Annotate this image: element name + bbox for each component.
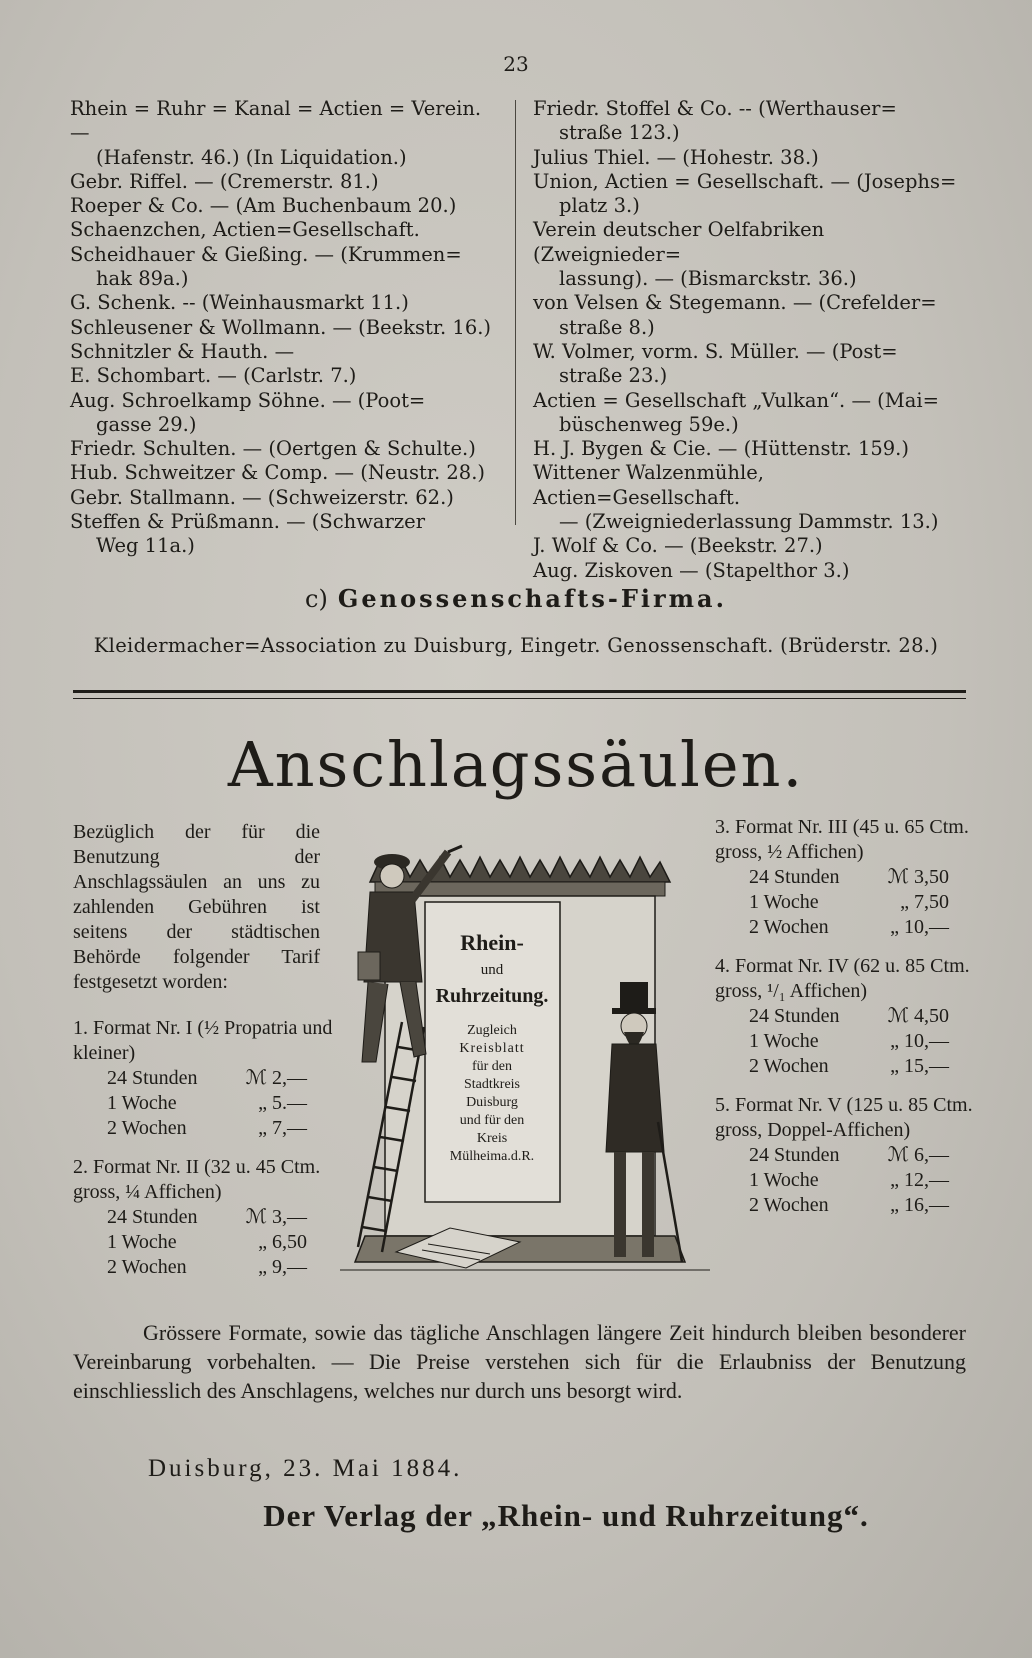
price-duration: 1 Woche	[107, 1231, 177, 1253]
company-entry-continuation: Weg 11a.)	[96, 534, 195, 558]
section-label: c)	[305, 585, 328, 613]
format-title: 4. Format Nr. IV (62 u. 85 Ctm. gross, ¹/₁ Affichen)	[715, 955, 970, 1002]
company-entry-continuation: lassung). — (Bismarckstr. 36.)	[559, 267, 857, 291]
poster-line: Mülheima.d.R.	[449, 1149, 535, 1164]
price-row	[73, 1205, 335, 1230]
format-block	[73, 1155, 335, 1280]
ad-footer-text	[73, 1318, 966, 1405]
poster-line: Zugleich	[467, 1023, 517, 1038]
poster-line: Duisburg	[466, 1095, 518, 1110]
price-amount: ℳ 4,50	[887, 1005, 949, 1027]
price-amount: „ 16,—	[890, 1194, 949, 1216]
price-amount: „ 5.—	[258, 1092, 307, 1114]
company-entry	[533, 340, 973, 389]
ad-intro: Bezüglich der für die Benutzung der Anschlagssäulen an uns zu zahlenden Gebühren ist seitens der städtischen Behörde folgender Tarif festgesetzt worden:	[73, 821, 320, 993]
price-duration: 2 Wochen	[749, 1194, 829, 1216]
company-entry-continuation: büschenweg 59e.)	[559, 412, 739, 436]
price-row	[73, 1230, 335, 1255]
divider-rule	[73, 690, 966, 693]
section-heading	[0, 584, 1032, 613]
format-block	[715, 1093, 975, 1218]
section-title: Genossenschafts-Firma.	[337, 584, 727, 613]
poster-line: Rhein-	[460, 930, 524, 955]
company-entry-line: Julius Thiel. — (Hohestr. 38.)	[533, 145, 819, 169]
company-entry-line: Friedr. Stoffel & Co. -- (Werthauser=	[533, 97, 897, 120]
company-entry-line: G. Schenk. -- (Weinhausmarkt 11.)	[70, 291, 409, 315]
company-entry-line: Schaenzchen, Actien=Gesellschaft.	[70, 218, 420, 242]
company-entry-continuation: straße 123.)	[559, 121, 680, 145]
price-row	[715, 865, 975, 890]
price-duration: 2 Wochen	[107, 1117, 187, 1139]
price-amount: „ 10,—	[890, 1030, 949, 1052]
advertising-pillar-illustration	[330, 822, 710, 1292]
company-entry-line: Hub. Schweitzer & Comp. — (Neustr. 28.)	[70, 461, 486, 485]
price-amount: „ 12,—	[890, 1169, 949, 1191]
company-entry-line: H. J. Bygen & Cie. — (Hüttenstr. 159.)	[533, 437, 909, 461]
company-entry	[533, 534, 973, 558]
price-duration: 24 Stunden	[107, 1067, 198, 1089]
pillar-crown	[370, 857, 670, 882]
company-entry	[70, 218, 505, 242]
company-entry-line: E. Schombart. — (Carlstr. 7.)	[70, 364, 357, 388]
company-entry-continuation: — (Zweigniederlassung Dammstr. 13.)	[559, 510, 939, 534]
price-duration: 2 Wochen	[749, 1055, 829, 1077]
company-entry-line: Verein deutscher Oelfabriken (Zweignieder=	[533, 218, 825, 266]
company-entry-line: Aug. Ziskoven — (Stapelthor 3.)	[533, 558, 850, 582]
company-entry-continuation: straße 8.)	[559, 315, 655, 339]
company-entry-continuation: gasse 29.)	[96, 412, 197, 436]
price-duration: 2 Wochen	[107, 1256, 187, 1278]
company-entry-line: von Velsen & Stegemann. — (Crefelder=	[533, 291, 937, 315]
company-entry-continuation: hak 89a.)	[96, 267, 189, 291]
company-entry-line: Scheidhauer & Gießing. — (Krummen=	[70, 242, 462, 266]
price-amount: ℳ 3,—	[245, 1206, 307, 1228]
price-amount: ℳ 6,—	[887, 1144, 949, 1166]
divider-rule-thin	[73, 698, 966, 699]
price-row	[73, 1066, 335, 1091]
company-entry	[70, 340, 505, 364]
format-block	[715, 815, 975, 940]
company-entry	[533, 437, 973, 461]
company-entry-line: Rhein = Ruhr = Kanal = Actien = Verein. —	[70, 97, 482, 145]
company-entry	[70, 291, 505, 315]
company-entry-line: Friedr. Schulten. — (Oertgen & Schulte.)	[70, 437, 476, 461]
poster-line: und	[480, 962, 504, 978]
company-entry	[70, 437, 505, 461]
formats-left	[73, 1016, 335, 1294]
company-entry	[70, 243, 505, 292]
company-entry	[70, 461, 505, 485]
price-amount: „ 7,50	[900, 891, 949, 913]
company-entry-line: Schleusener & Wollmann. — (Beekstr. 16.)	[70, 315, 492, 339]
price-amount: „ 6,50	[258, 1231, 307, 1253]
formats-right	[715, 815, 975, 1232]
company-entry-line: Union, Actien = Gesellschaft. — (Josephs=	[533, 169, 957, 193]
company-entry-line: Aug. Schroelkamp Söhne. — (Poot=	[70, 388, 426, 412]
price-duration: 2 Wochen	[749, 916, 829, 938]
price-amount: ℳ 2,—	[245, 1067, 307, 1089]
format-block	[715, 954, 975, 1079]
poster-line: Kreis	[476, 1131, 508, 1146]
price-row	[715, 890, 975, 915]
company-entry	[70, 194, 505, 218]
price-row	[73, 1091, 335, 1116]
company-entry	[533, 559, 973, 583]
company-entry	[533, 461, 973, 534]
price-amount: „ 7,—	[258, 1117, 307, 1139]
company-entry-line: W. Volmer, vorm. S. Müller. — (Post=	[533, 339, 898, 363]
company-entry-line: Schnitzler & Hauth. —	[70, 339, 295, 363]
company-entry-continuation: straße 23.)	[559, 364, 668, 388]
company-entry-line: Steffen & Prüßmann. — (Schwarzer	[70, 510, 426, 534]
company-entry	[533, 291, 973, 340]
company-entry-line: Gebr. Stallmann. — (Schweizerstr. 62.)	[70, 485, 454, 509]
company-entry-line: Wittener Walzenmühle, Actien=Gesellschaft.	[533, 461, 764, 509]
company-entry	[533, 97, 973, 146]
publisher-signature: Der Verlag der „Rhein- und Ruhrzeitung“.	[263, 1498, 869, 1533]
column-divider	[515, 100, 516, 525]
ad-title: Anschlagssäulen.	[227, 728, 805, 801]
price-duration: 1 Woche	[107, 1092, 177, 1114]
price-row	[73, 1116, 335, 1141]
price-row	[715, 915, 975, 940]
price-row	[715, 1143, 975, 1168]
price-duration: 24 Stunden	[107, 1206, 198, 1228]
company-list-left	[70, 97, 505, 559]
company-entry	[70, 510, 505, 559]
price-amount: „ 10,—	[890, 916, 949, 938]
company-entry	[533, 146, 973, 170]
format-title: 3. Format Nr. III (45 u. 65 Ctm. gross, ½ Affichen)	[715, 816, 969, 863]
price-amount: „ 9,—	[258, 1256, 307, 1278]
price-row	[715, 1054, 975, 1079]
price-row	[73, 1255, 335, 1280]
format-title: 5. Format Nr. V (125 u. 85 Ctm. gross, Doppel-Affichen)	[715, 1094, 973, 1141]
format-title: 2. Format Nr. II (32 u. 45 Ctm. gross, ¼ Affichen)	[73, 1156, 321, 1203]
company-entry	[533, 389, 973, 438]
company-entry	[70, 316, 505, 340]
company-entry-continuation: (Hafenstr. 46.) (In Liquidation.)	[96, 145, 407, 169]
format-title: 1. Format Nr. I (½ Propatria und kleiner)	[73, 1017, 333, 1064]
page-number: 23	[503, 52, 529, 76]
company-entry	[533, 218, 973, 291]
price-row	[715, 1004, 975, 1029]
price-duration: 1 Woche	[749, 1030, 819, 1052]
price-duration: 24 Stunden	[749, 1005, 840, 1027]
price-row	[715, 1168, 975, 1193]
company-entry-line: Actien = Gesellschaft „Vulkan“. — (Mai=	[533, 388, 939, 412]
price-duration: 24 Stunden	[749, 1144, 840, 1166]
price-row	[715, 1029, 975, 1054]
company-entry-line: Roeper & Co. — (Am Buchenbaum 20.)	[70, 194, 457, 218]
poster-line: Stadtkreis	[464, 1077, 520, 1092]
company-entry	[70, 170, 505, 194]
price-row	[715, 1193, 975, 1218]
price-amount: „ 15,—	[890, 1055, 949, 1077]
poster-line: für den	[471, 1059, 513, 1074]
format-block	[73, 1016, 335, 1141]
poster-line: und für den	[459, 1113, 525, 1128]
price-duration: 1 Woche	[749, 1169, 819, 1191]
poster-line: Kreisblatt	[459, 1041, 525, 1056]
company-entry	[533, 170, 973, 219]
footer-text: Grössere Formate, sowie das tägliche Anschlagen längere Zeit hindurch bleiben besonderer Vereinbarung vorbehalten. — Die Preise verstehen sich für die Erlaubniss der Benutzung einschliesslich des Anschlagens, welches nur durch uns besorgt wird.	[73, 1320, 966, 1403]
company-entry-continuation: platz 3.)	[559, 194, 640, 218]
company-entry-line: J. Wolf & Co. — (Beekstr. 27.)	[533, 534, 823, 558]
company-entry-line: Gebr. Riffel. — (Cremerstr. 81.)	[70, 169, 379, 193]
price-duration: 1 Woche	[749, 891, 819, 913]
company-entry	[70, 97, 505, 170]
genossenschaft-entry: Kleidermacher=Association zu Duisburg, Eingetr. Genossenschaft. (Brüderstr. 28.)	[93, 634, 939, 657]
company-entry	[70, 389, 505, 438]
price-amount: ℳ 3,50	[887, 866, 949, 888]
poster-line: Ruhrzeitung.	[435, 985, 549, 1007]
company-entry	[70, 486, 505, 510]
company-entry	[70, 364, 505, 388]
ad-date: Duisburg, 23. Mai 1884.	[148, 1455, 463, 1482]
company-list-right	[533, 97, 973, 583]
price-duration: 24 Stunden	[749, 866, 840, 888]
